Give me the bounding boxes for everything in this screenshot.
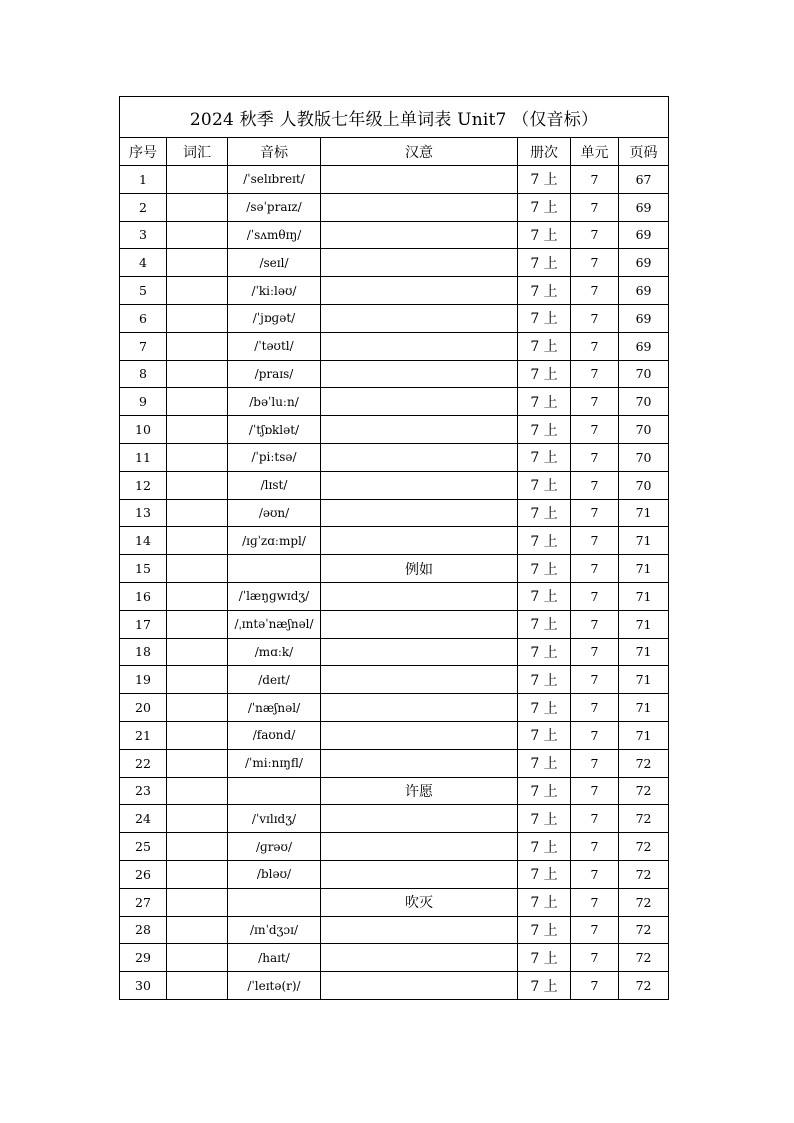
cell-index: 24 — [120, 805, 167, 833]
cell-word[interactable] — [167, 471, 228, 499]
cell-index: 28 — [120, 916, 167, 944]
cell-page: 70 — [619, 360, 669, 388]
cell-meaning — [321, 499, 518, 527]
cell-unit: 7 — [571, 277, 619, 305]
cell-unit: 7 — [571, 944, 619, 972]
cell-meaning — [321, 860, 518, 888]
cell-volume: 7 上 — [518, 388, 571, 416]
table-row — [120, 888, 669, 916]
cell-index: 6 — [120, 304, 167, 332]
cell-page: 71 — [619, 666, 669, 694]
cell-index: 8 — [120, 360, 167, 388]
cell-page: 70 — [619, 416, 669, 444]
cell-volume: 7 上 — [518, 249, 571, 277]
cell-unit: 7 — [571, 193, 619, 221]
cell-meaning — [321, 721, 518, 749]
cell-volume: 7 上 — [518, 694, 571, 722]
cell-unit: 7 — [571, 610, 619, 638]
cell-volume: 7 上 — [518, 638, 571, 666]
cell-unit: 7 — [571, 360, 619, 388]
table-row — [120, 332, 669, 360]
table-row — [120, 499, 669, 527]
cell-index: 12 — [120, 471, 167, 499]
cell-phonetic: /haɪt/ — [228, 944, 321, 972]
cell-index: 13 — [120, 499, 167, 527]
cell-phonetic — [228, 777, 321, 805]
table-row — [120, 916, 669, 944]
cell-word[interactable] — [167, 860, 228, 888]
cell-phonetic — [228, 888, 321, 916]
cell-index: 26 — [120, 860, 167, 888]
cell-word[interactable] — [167, 888, 228, 916]
cell-volume: 7 上 — [518, 805, 571, 833]
cell-unit: 7 — [571, 721, 619, 749]
cell-volume: 7 上 — [518, 304, 571, 332]
cell-phonetic: /ɡrəʊ/ — [228, 833, 321, 861]
cell-word[interactable] — [167, 221, 228, 249]
header-page: 页码 — [619, 138, 669, 166]
cell-unit: 7 — [571, 777, 619, 805]
cell-meaning: 许愿 — [321, 777, 518, 805]
cell-index: 1 — [120, 166, 167, 194]
cell-word[interactable] — [167, 777, 228, 805]
cell-volume: 7 上 — [518, 360, 571, 388]
cell-phonetic: /mɑːk/ — [228, 638, 321, 666]
cell-word[interactable] — [167, 972, 228, 1000]
cell-index: 16 — [120, 582, 167, 610]
cell-word[interactable] — [167, 555, 228, 583]
header-meaning: 汉意 — [321, 138, 518, 166]
cell-unit: 7 — [571, 888, 619, 916]
cell-phonetic — [228, 555, 321, 583]
cell-word[interactable] — [167, 944, 228, 972]
cell-page: 72 — [619, 805, 669, 833]
cell-index: 20 — [120, 694, 167, 722]
cell-meaning — [321, 166, 518, 194]
cell-phonetic: /ˈsʌmθɪŋ/ — [228, 221, 321, 249]
cell-index: 18 — [120, 638, 167, 666]
cell-page: 70 — [619, 388, 669, 416]
cell-phonetic: /praɪs/ — [228, 360, 321, 388]
cell-meaning — [321, 638, 518, 666]
cell-index: 27 — [120, 888, 167, 916]
cell-index: 4 — [120, 249, 167, 277]
cell-phonetic: /ˈmiːnɪŋfl/ — [228, 749, 321, 777]
cell-meaning — [321, 416, 518, 444]
cell-unit: 7 — [571, 443, 619, 471]
cell-index: 14 — [120, 527, 167, 555]
cell-meaning — [321, 249, 518, 277]
cell-page: 69 — [619, 304, 669, 332]
vocabulary-table — [119, 96, 669, 1000]
cell-page: 69 — [619, 193, 669, 221]
cell-unit: 7 — [571, 638, 619, 666]
table-row — [120, 805, 669, 833]
cell-page: 69 — [619, 221, 669, 249]
table-row — [120, 694, 669, 722]
cell-unit: 7 — [571, 304, 619, 332]
cell-volume: 7 上 — [518, 332, 571, 360]
table-row — [120, 749, 669, 777]
cell-page: 70 — [619, 471, 669, 499]
cell-index: 11 — [120, 443, 167, 471]
table-title: 2024 秋季 人教版七年级上单词表 Unit7 （仅音标） — [120, 97, 669, 138]
table-row — [120, 555, 669, 583]
cell-volume: 7 上 — [518, 749, 571, 777]
cell-meaning — [321, 582, 518, 610]
cell-volume: 7 上 — [518, 777, 571, 805]
cell-volume: 7 上 — [518, 527, 571, 555]
cell-meaning — [321, 805, 518, 833]
table-row — [120, 527, 669, 555]
cell-unit: 7 — [571, 332, 619, 360]
cell-phonetic: /lɪst/ — [228, 471, 321, 499]
cell-page: 71 — [619, 555, 669, 583]
cell-volume: 7 上 — [518, 582, 571, 610]
cell-phonetic: /ˈpiːtsə/ — [228, 443, 321, 471]
cell-page: 71 — [619, 527, 669, 555]
cell-index: 25 — [120, 833, 167, 861]
cell-phonetic: /səˈpraɪz/ — [228, 193, 321, 221]
cell-word[interactable] — [167, 360, 228, 388]
cell-index: 23 — [120, 777, 167, 805]
cell-volume: 7 上 — [518, 166, 571, 194]
cell-unit: 7 — [571, 833, 619, 861]
cell-volume: 7 上 — [518, 221, 571, 249]
cell-page: 72 — [619, 749, 669, 777]
cell-volume: 7 上 — [518, 972, 571, 1000]
cell-page: 72 — [619, 916, 669, 944]
cell-word[interactable] — [167, 416, 228, 444]
table-row — [120, 193, 669, 221]
cell-word[interactable] — [167, 527, 228, 555]
cell-word[interactable] — [167, 332, 228, 360]
cell-volume: 7 上 — [518, 277, 571, 305]
cell-meaning — [321, 221, 518, 249]
cell-page: 71 — [619, 721, 669, 749]
cell-phonetic: /ˌɪntəˈnæʃnəl/ — [228, 610, 321, 638]
cell-unit: 7 — [571, 499, 619, 527]
table-row — [120, 416, 669, 444]
cell-page: 71 — [619, 582, 669, 610]
table-row — [120, 277, 669, 305]
cell-page: 72 — [619, 860, 669, 888]
table-row — [120, 471, 669, 499]
cell-page: 69 — [619, 332, 669, 360]
cell-index: 10 — [120, 416, 167, 444]
cell-word[interactable] — [167, 166, 228, 194]
table-row — [120, 221, 669, 249]
cell-word[interactable] — [167, 193, 228, 221]
cell-unit: 7 — [571, 416, 619, 444]
cell-unit: 7 — [571, 555, 619, 583]
cell-volume: 7 上 — [518, 193, 571, 221]
cell-meaning — [321, 471, 518, 499]
table-row — [120, 638, 669, 666]
cell-index: 29 — [120, 944, 167, 972]
table-row — [120, 388, 669, 416]
table-row — [120, 610, 669, 638]
table-row — [120, 833, 669, 861]
cell-index: 17 — [120, 610, 167, 638]
cell-phonetic: /ɪnˈdʒɔɪ/ — [228, 916, 321, 944]
cell-meaning — [321, 527, 518, 555]
cell-word[interactable] — [167, 666, 228, 694]
cell-page: 72 — [619, 888, 669, 916]
table-row — [120, 360, 669, 388]
cell-page: 72 — [619, 833, 669, 861]
cell-phonetic: /ɪɡˈzɑːmpl/ — [228, 527, 321, 555]
cell-volume: 7 上 — [518, 555, 571, 583]
cell-page: 72 — [619, 777, 669, 805]
cell-unit: 7 — [571, 166, 619, 194]
cell-meaning — [321, 193, 518, 221]
cell-phonetic: /ˈtəʊtl/ — [228, 332, 321, 360]
cell-word[interactable] — [167, 443, 228, 471]
cell-phonetic: /bləʊ/ — [228, 860, 321, 888]
cell-unit: 7 — [571, 860, 619, 888]
cell-volume: 7 上 — [518, 833, 571, 861]
cell-unit: 7 — [571, 972, 619, 1000]
cell-unit: 7 — [571, 221, 619, 249]
cell-word[interactable] — [167, 249, 228, 277]
cell-index: 30 — [120, 972, 167, 1000]
cell-word[interactable] — [167, 304, 228, 332]
cell-volume: 7 上 — [518, 443, 571, 471]
cell-word[interactable] — [167, 833, 228, 861]
cell-meaning — [321, 694, 518, 722]
cell-index: 3 — [120, 221, 167, 249]
cell-meaning — [321, 610, 518, 638]
table-row — [120, 304, 669, 332]
cell-page: 67 — [619, 166, 669, 194]
cell-meaning — [321, 332, 518, 360]
cell-page: 70 — [619, 443, 669, 471]
cell-index: 15 — [120, 555, 167, 583]
cell-volume: 7 上 — [518, 666, 571, 694]
cell-page: 72 — [619, 944, 669, 972]
cell-volume: 7 上 — [518, 944, 571, 972]
cell-meaning — [321, 972, 518, 1000]
header-unit: 单元 — [571, 138, 619, 166]
cell-phonetic: /ˈtʃɒklət/ — [228, 416, 321, 444]
cell-unit: 7 — [571, 249, 619, 277]
cell-meaning — [321, 304, 518, 332]
cell-word[interactable] — [167, 721, 228, 749]
cell-phonetic: /bəˈluːn/ — [228, 388, 321, 416]
title-row — [120, 97, 669, 138]
table-row — [120, 582, 669, 610]
cell-phonetic: /ˈvɪlɪdʒ/ — [228, 805, 321, 833]
cell-meaning — [321, 443, 518, 471]
cell-word[interactable] — [167, 610, 228, 638]
table-row — [120, 721, 669, 749]
cell-phonetic: /deɪt/ — [228, 666, 321, 694]
cell-unit: 7 — [571, 388, 619, 416]
cell-word[interactable] — [167, 805, 228, 833]
cell-volume: 7 上 — [518, 721, 571, 749]
cell-word[interactable] — [167, 638, 228, 666]
cell-phonetic: /faʊnd/ — [228, 721, 321, 749]
cell-unit: 7 — [571, 805, 619, 833]
cell-meaning: 吹灭 — [321, 888, 518, 916]
cell-index: 21 — [120, 721, 167, 749]
cell-index: 22 — [120, 749, 167, 777]
header-volume: 册次 — [518, 138, 571, 166]
cell-unit: 7 — [571, 527, 619, 555]
header-phonetic: 音标 — [228, 138, 321, 166]
cell-index: 7 — [120, 332, 167, 360]
cell-meaning — [321, 833, 518, 861]
table-row — [120, 166, 669, 194]
cell-phonetic: /ˈnæʃnəl/ — [228, 694, 321, 722]
table-row — [120, 860, 669, 888]
cell-volume: 7 上 — [518, 888, 571, 916]
cell-page: 71 — [619, 638, 669, 666]
cell-volume: 7 上 — [518, 916, 571, 944]
cell-meaning — [321, 916, 518, 944]
header-index: 序号 — [120, 138, 167, 166]
cell-phonetic: /ˈjɒɡət/ — [228, 304, 321, 332]
cell-page: 72 — [619, 972, 669, 1000]
cell-word[interactable] — [167, 916, 228, 944]
cell-index: 19 — [120, 666, 167, 694]
table-row — [120, 249, 669, 277]
cell-phonetic: /ˈkiːləʊ/ — [228, 277, 321, 305]
cell-index: 5 — [120, 277, 167, 305]
header-word: 词汇 — [167, 138, 228, 166]
table-row — [120, 443, 669, 471]
table-row — [120, 944, 669, 972]
cell-page: 71 — [619, 694, 669, 722]
cell-word[interactable] — [167, 582, 228, 610]
table-row — [120, 972, 669, 1000]
cell-meaning — [321, 749, 518, 777]
cell-phonetic: /əʊn/ — [228, 499, 321, 527]
cell-unit: 7 — [571, 694, 619, 722]
cell-volume: 7 上 — [518, 860, 571, 888]
cell-phonetic: /seɪl/ — [228, 249, 321, 277]
cell-phonetic: /ˈleɪtə(r)/ — [228, 972, 321, 1000]
cell-meaning — [321, 360, 518, 388]
table-row — [120, 777, 669, 805]
cell-word[interactable] — [167, 277, 228, 305]
cell-word[interactable] — [167, 694, 228, 722]
cell-meaning — [321, 388, 518, 416]
cell-meaning — [321, 277, 518, 305]
vocabulary-sheet — [119, 96, 668, 1000]
cell-index: 2 — [120, 193, 167, 221]
cell-unit: 7 — [571, 582, 619, 610]
cell-volume: 7 上 — [518, 499, 571, 527]
cell-word[interactable] — [167, 749, 228, 777]
cell-volume: 7 上 — [518, 416, 571, 444]
cell-unit: 7 — [571, 471, 619, 499]
cell-volume: 7 上 — [518, 610, 571, 638]
cell-page: 71 — [619, 499, 669, 527]
cell-volume: 7 上 — [518, 471, 571, 499]
cell-page: 71 — [619, 610, 669, 638]
cell-word[interactable] — [167, 388, 228, 416]
cell-word[interactable] — [167, 499, 228, 527]
cell-meaning: 例如 — [321, 555, 518, 583]
cell-page: 69 — [619, 277, 669, 305]
cell-meaning — [321, 666, 518, 694]
cell-unit: 7 — [571, 916, 619, 944]
table-row — [120, 666, 669, 694]
cell-unit: 7 — [571, 666, 619, 694]
cell-meaning — [321, 944, 518, 972]
cell-index: 9 — [120, 388, 167, 416]
cell-phonetic: /ˈlæŋɡwɪdʒ/ — [228, 582, 321, 610]
cell-phonetic: /ˈselɪbreɪt/ — [228, 166, 321, 194]
header-row — [120, 138, 669, 166]
cell-page: 69 — [619, 249, 669, 277]
cell-unit: 7 — [571, 749, 619, 777]
